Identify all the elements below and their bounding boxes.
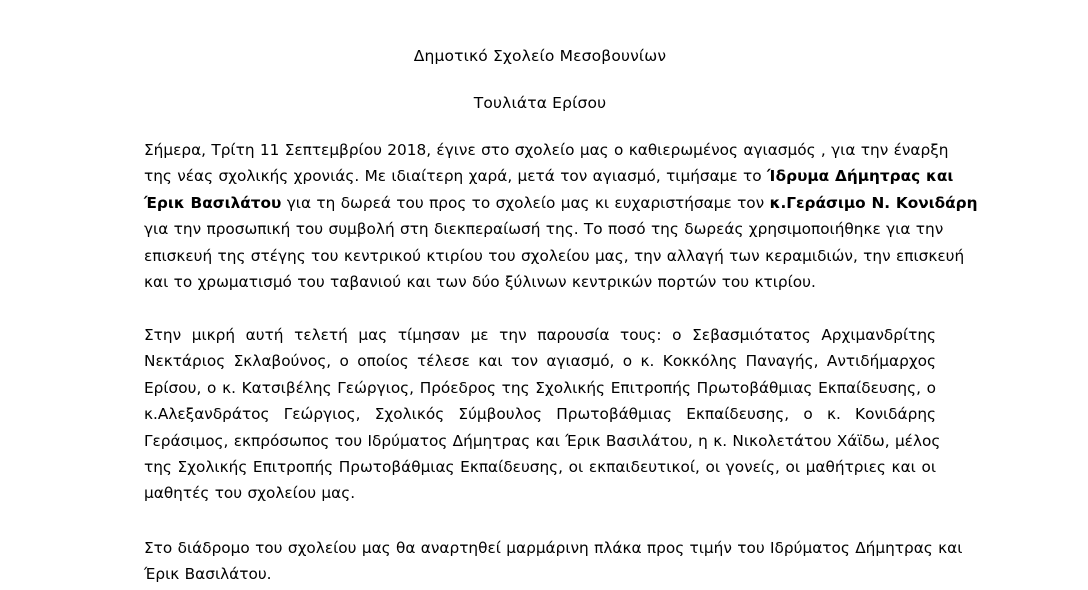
paragraph-line: [144, 163, 954, 189]
foundation-name-bold-cont: Έρικ Βασιλάτου: [144, 193, 282, 212]
paragraph-attendees: [144, 322, 941, 507]
paragraph-line: και το χρωματισμό του ταβανιού και των δύο ξύλινων κεντρικών πορτών του κτιρίου.: [144, 273, 816, 292]
paragraph-line: επισκευή της στέγης του κεντρικού κτιρίου του σχολείου μας, την αλλαγή των κεραμιδιών, την επισκευή: [144, 246, 965, 265]
paragraph-line: κ.Αλεξανδράτος Γεώργιος, Σχολικός Σύμβουλος Πρωτοβάθμιας Εκπαίδευσης, ο κ. Κονιδάρης: [144, 405, 936, 424]
paragraph-line: Ερίσου, ο κ. Κατσιβέλης Γεώργιος, Πρόεδρος της Σχολικής Επιτροπής Πρωτοβάθμιας Εκπαίδευσης, ο: [144, 378, 936, 397]
paragraph-line: Νεκτάριος Σκλαβούνος, ο οποίος τέλεσε και τον αγιασμό, ο κ. Κοκκόλης Παναγής, Αντιδήμαρχος: [144, 352, 936, 371]
paragraph-line: Γεράσιμος, εκπρόσωπος του Ιδρύματος Δήμητρας και Έρικ Βασιλάτου, η κ. Νικολετάτου Χάϊδω, μέλος: [144, 431, 941, 450]
paragraph-plaque: [144, 535, 963, 588]
paragraph-line: της Σχολικής Επιτροπής Πρωτοβάθμιας Εκπαίδευσης, οι εκπαιδευτικοί, οι γονείς, οι μαθήτριες και οι: [144, 458, 936, 477]
text-span: για τη δωρεά του προς το σχολείο μας κι ευχαριστήσαμε τον: [286, 193, 765, 212]
text-span: της νέας σχολικής χρονιάς. Με ιδιαίτερη χαρά, μετά τον αγιασμό, τιμήσαμε το: [144, 167, 762, 186]
school-name-heading: Δημοτικό Σχολείο Μεσοβουνίων: [413, 47, 667, 65]
paragraph-line: για την προσωπική του συμβολή στη διεκπεραίωσή της. Το ποσό της δωρεάς χρησιμοποιήθηκε για την: [144, 220, 944, 239]
paragraph-line: μαθητές του σχολείου μας.: [144, 484, 356, 503]
foundation-name-bold: Ίδρυμα Δήμητρας και: [766, 167, 954, 186]
paragraph-line: Στο διάδρομο του σχολείου μας θα αναρτηθεί μαρμάρινη πλάκα προς τιμήν του Ιδρύματος Δήμητρας και: [144, 539, 963, 557]
paragraph-line: Στην μικρή αυτή τελετή μας τίμησαν με την παρουσία τους: ο Σεβασμιότατος Αρχιμανδρίτης: [144, 326, 936, 344]
paragraph-line: [144, 190, 978, 216]
paragraph-line: Έρικ Βασιλάτου.: [144, 565, 272, 584]
location-heading: Τουλιάτα Ερίσου: [473, 94, 607, 112]
paragraph-ceremony: [144, 137, 978, 295]
donor-name-bold: κ.Γεράσιμο Ν. Κονιδάρη: [769, 193, 978, 212]
paragraph-line: Σήμερα, Τρίτη 11 Σεπτεμβρίου 2018, έγινε στο σχολείο μας ο καθιερωμένος αγιασμός , για την έναρξη: [144, 141, 949, 159]
